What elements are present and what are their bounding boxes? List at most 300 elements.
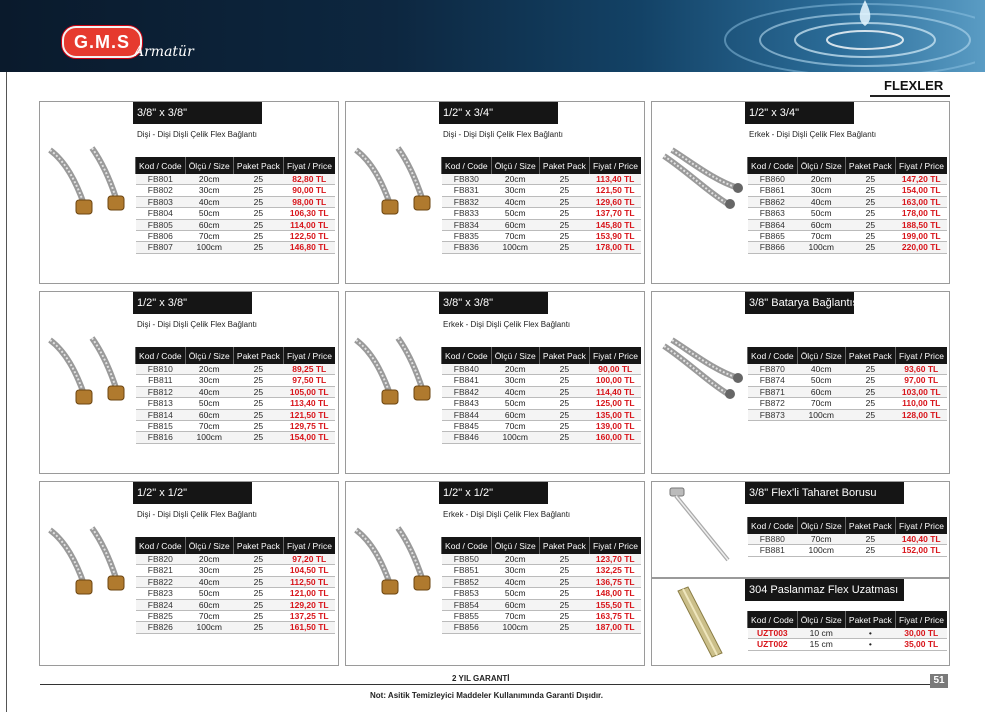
product-code: FB850 [442, 554, 492, 565]
column-header: Ölçü / Size [797, 347, 845, 364]
brand-logo [62, 26, 142, 58]
column-header: Ölçü / Size [185, 157, 233, 174]
pack-quantity: 25 [539, 196, 589, 207]
product-code: UZT003 [748, 628, 798, 639]
product-code: FB863 [748, 208, 798, 219]
product-price: 97,20 TL [283, 554, 335, 565]
pack-quantity: 25 [539, 364, 589, 375]
product-size: 20cm [185, 174, 233, 185]
table-row [442, 219, 642, 230]
column-header: Paket Pack [845, 517, 895, 534]
table-row [136, 208, 336, 219]
product-size: 100cm [491, 432, 539, 443]
table-row [442, 421, 642, 432]
product-section [39, 481, 339, 666]
product-price: 128,00 TL [895, 409, 947, 420]
product-price: 112,50 TL [283, 576, 335, 587]
product-code: FB851 [442, 565, 492, 576]
pack-quantity: 25 [233, 375, 283, 386]
product-code: FB803 [136, 196, 186, 207]
product-code: FB810 [136, 364, 186, 375]
pack-quantity: • [845, 628, 895, 639]
column-header: Ölçü / Size [491, 537, 539, 554]
pack-quantity: 25 [233, 576, 283, 587]
product-price: 114,40 TL [589, 386, 641, 397]
table-row [136, 565, 336, 576]
column-header: Kod / Code [136, 157, 186, 174]
product-code: FB834 [442, 219, 492, 230]
pack-quantity: 25 [845, 398, 895, 409]
product-price: 122,50 TL [283, 231, 335, 242]
product-section [651, 101, 950, 284]
column-header: Paket Pack [539, 157, 589, 174]
column-header: Ölçü / Size [797, 611, 845, 628]
product-price: 105,00 TL [283, 386, 335, 397]
product-price: 104,50 TL [283, 565, 335, 576]
product-price: 153,90 TL [589, 231, 641, 242]
price-table [747, 517, 947, 557]
product-code: FB820 [136, 554, 186, 565]
product-size: 70cm [185, 421, 233, 432]
product-code: FB802 [136, 185, 186, 196]
table-row [442, 174, 642, 185]
product-price: 103,00 TL [895, 386, 947, 397]
pack-quantity: 25 [539, 565, 589, 576]
table-row [442, 386, 642, 397]
table-row [136, 421, 336, 432]
product-size: 50cm [491, 398, 539, 409]
product-price: 93,60 TL [895, 364, 947, 375]
product-price: 125,00 TL [589, 398, 641, 409]
product-price: 178,00 TL [589, 242, 641, 253]
product-size: 30cm [185, 185, 233, 196]
product-code: FB841 [442, 375, 492, 386]
product-code: FB854 [442, 599, 492, 610]
page-margin-line [6, 72, 7, 712]
table-row [442, 364, 642, 375]
product-price: 97,50 TL [283, 375, 335, 386]
product-section [345, 101, 645, 284]
table-row [748, 364, 948, 375]
pack-quantity: 25 [539, 588, 589, 599]
pack-quantity: 25 [539, 576, 589, 587]
column-header: Ölçü / Size [185, 537, 233, 554]
product-image [658, 583, 744, 663]
pack-quantity: 25 [233, 231, 283, 242]
footer-note: Not: Asitik Temizleyici Maddeler Kullanımında Garanti Dışıdır. [370, 691, 603, 700]
section-title: 1/2" x 1/2" [439, 482, 548, 504]
product-price: 114,00 TL [283, 219, 335, 230]
product-code: FB852 [442, 576, 492, 587]
product-price: 154,00 TL [283, 432, 335, 443]
pack-quantity: 25 [539, 386, 589, 397]
table-row [442, 185, 642, 196]
column-header: Kod / Code [748, 347, 798, 364]
product-price: 97,00 TL [895, 375, 947, 386]
product-code: FB804 [136, 208, 186, 219]
product-code: FB846 [442, 432, 492, 443]
pack-quantity: 25 [233, 174, 283, 185]
table-row [442, 432, 642, 443]
product-size: 60cm [797, 386, 845, 397]
table-row [442, 622, 642, 633]
section-description: Dişi - Dişi Dişli Çelik Flex Bağlantı [137, 130, 258, 139]
pack-quantity: • [845, 639, 895, 650]
table-row [442, 576, 642, 587]
product-price: 220,00 TL [895, 242, 947, 253]
section-title: 3/8" Flex'li Taharet Borusu [745, 482, 904, 504]
product-size: 30cm [185, 565, 233, 576]
product-size: 70cm [491, 611, 539, 622]
pack-quantity: 25 [539, 554, 589, 565]
product-price: 113,40 TL [283, 398, 335, 409]
table-row [748, 375, 948, 386]
product-price: 100,00 TL [589, 375, 641, 386]
product-size: 40cm [491, 576, 539, 587]
product-price: 152,00 TL [895, 545, 947, 556]
product-price: 90,00 TL [283, 185, 335, 196]
product-size: 30cm [491, 375, 539, 386]
pack-quantity: 25 [539, 208, 589, 219]
pack-quantity: 25 [845, 375, 895, 386]
brand-subtitle: Armatür [134, 44, 194, 60]
product-price: 30,00 TL [895, 628, 947, 639]
pack-quantity: 25 [233, 409, 283, 420]
product-section [345, 481, 645, 666]
column-header: Kod / Code [442, 157, 492, 174]
pack-quantity: 25 [233, 599, 283, 610]
product-section [39, 101, 339, 284]
product-price: 155,50 TL [589, 599, 641, 610]
product-code: FB807 [136, 242, 186, 253]
product-code: FB845 [442, 421, 492, 432]
column-header: Fiyat / Price [589, 347, 641, 364]
product-size: 60cm [185, 599, 233, 610]
pack-quantity: 25 [539, 231, 589, 242]
product-size: 30cm [185, 375, 233, 386]
product-price: 98,00 TL [283, 196, 335, 207]
guarantee-label: 2 YIL GARANTİ [452, 674, 510, 683]
product-code: FB830 [442, 174, 492, 185]
product-code: FB832 [442, 196, 492, 207]
product-size: 40cm [185, 196, 233, 207]
product-code: FB843 [442, 398, 492, 409]
price-table [747, 157, 947, 254]
product-code: FB831 [442, 185, 492, 196]
product-size: 70cm [185, 611, 233, 622]
column-header: Fiyat / Price [283, 157, 335, 174]
column-header: Fiyat / Price [895, 611, 947, 628]
product-size: 100cm [491, 622, 539, 633]
product-size: 70cm [797, 398, 845, 409]
product-size: 60cm [491, 409, 539, 420]
pack-quantity: 25 [233, 421, 283, 432]
pack-quantity: 25 [539, 219, 589, 230]
column-header: Kod / Code [748, 611, 798, 628]
pack-quantity: 25 [539, 174, 589, 185]
product-price: 188,50 TL [895, 219, 947, 230]
pack-quantity: 25 [233, 364, 283, 375]
product-image [46, 522, 132, 602]
column-header: Fiyat / Price [283, 537, 335, 554]
table-row [748, 219, 948, 230]
column-header: Ölçü / Size [797, 517, 845, 534]
product-image [658, 142, 744, 222]
product-price: 199,00 TL [895, 231, 947, 242]
table-row [136, 554, 336, 565]
page-number: 51 [930, 674, 948, 688]
column-header: Ölçü / Size [185, 347, 233, 364]
table-row [748, 185, 948, 196]
column-header: Fiyat / Price [895, 347, 947, 364]
table-row [442, 375, 642, 386]
pack-quantity: 25 [233, 196, 283, 207]
price-table [747, 611, 947, 651]
pack-quantity: 25 [539, 409, 589, 420]
pack-quantity: 25 [233, 219, 283, 230]
table-row [442, 599, 642, 610]
table-row [136, 219, 336, 230]
table-row [136, 386, 336, 397]
pack-quantity: 25 [845, 409, 895, 420]
product-image [658, 486, 744, 566]
product-code: FB871 [748, 386, 798, 397]
product-price: 147,20 TL [895, 174, 947, 185]
product-price: 121,50 TL [589, 185, 641, 196]
product-price: 140,40 TL [895, 534, 947, 545]
product-code: FB814 [136, 409, 186, 420]
product-price: 106,30 TL [283, 208, 335, 219]
column-header: Paket Pack [845, 157, 895, 174]
product-code: FB853 [442, 588, 492, 599]
table-row [136, 599, 336, 610]
column-header: Fiyat / Price [895, 517, 947, 534]
product-price: 90,00 TL [589, 364, 641, 375]
footer-divider [40, 684, 945, 685]
product-code: FB811 [136, 375, 186, 386]
product-size: 40cm [797, 364, 845, 375]
product-price: 113,40 TL [589, 174, 641, 185]
product-image [46, 332, 132, 412]
column-header: Ölçü / Size [491, 347, 539, 364]
product-code: FB816 [136, 432, 186, 443]
product-price: 146,80 TL [283, 242, 335, 253]
table-row [748, 242, 948, 253]
table-row [442, 398, 642, 409]
price-table [135, 537, 335, 634]
column-header: Kod / Code [748, 517, 798, 534]
table-row [442, 231, 642, 242]
table-row [748, 231, 948, 242]
section-title: 3/8" x 3/8" [133, 102, 262, 124]
product-size: 20cm [185, 554, 233, 565]
product-size: 50cm [185, 588, 233, 599]
column-header: Paket Pack [539, 347, 589, 364]
product-code: FB860 [748, 174, 798, 185]
product-size: 15 cm [797, 639, 845, 650]
product-price: 136,75 TL [589, 576, 641, 587]
product-price: 178,00 TL [895, 208, 947, 219]
table-row [442, 565, 642, 576]
header-banner [0, 0, 985, 72]
section-title: 1/2" x 1/2" [133, 482, 252, 504]
table-row [136, 364, 336, 375]
product-code: FB856 [442, 622, 492, 633]
column-header: Fiyat / Price [589, 537, 641, 554]
section-description: Dişi - Dişi Dişli Çelik Flex Bağlantı [137, 510, 258, 519]
product-size: 30cm [797, 185, 845, 196]
product-size: 70cm [491, 231, 539, 242]
product-size: 100cm [185, 622, 233, 633]
table-row [748, 196, 948, 207]
table-row [136, 185, 336, 196]
product-price: 163,75 TL [589, 611, 641, 622]
pack-quantity: 25 [845, 196, 895, 207]
column-header: Kod / Code [136, 537, 186, 554]
column-header: Kod / Code [442, 537, 492, 554]
product-code: FB821 [136, 565, 186, 576]
product-price: 154,00 TL [895, 185, 947, 196]
product-price: 145,80 TL [589, 219, 641, 230]
product-size: 50cm [491, 208, 539, 219]
section-description: Dişi - Dişi Dişli Çelik Flex Bağlantı [137, 320, 258, 329]
table-row [136, 432, 336, 443]
pack-quantity: 25 [233, 208, 283, 219]
title-underline [870, 95, 950, 97]
product-image [352, 332, 438, 412]
product-price: 129,20 TL [283, 599, 335, 610]
price-table [441, 157, 641, 254]
product-price: 137,70 TL [589, 208, 641, 219]
section-title: 1/2" x 3/4" [745, 102, 854, 124]
pack-quantity: 25 [539, 611, 589, 622]
section-description: Dişi - Dişi Dişli Çelik Flex Bağlantı [443, 130, 564, 139]
price-table [747, 347, 947, 421]
table-row [136, 576, 336, 587]
product-code: FB865 [748, 231, 798, 242]
price-table [441, 347, 641, 444]
pack-quantity: 25 [539, 185, 589, 196]
product-price: 110,00 TL [895, 398, 947, 409]
product-size: 50cm [185, 398, 233, 409]
product-price: 163,00 TL [895, 196, 947, 207]
pack-quantity: 25 [233, 611, 283, 622]
table-row [442, 208, 642, 219]
table-row [136, 622, 336, 633]
section-description: Erkek - Dişi Dişli Çelik Flex Bağlantı [749, 130, 877, 139]
product-size: 70cm [797, 231, 845, 242]
product-size: 20cm [185, 364, 233, 375]
product-code: FB836 [442, 242, 492, 253]
product-section [651, 291, 950, 474]
column-header: Paket Pack [233, 157, 283, 174]
water-drop-illustration [675, 0, 975, 72]
pack-quantity: 25 [233, 185, 283, 196]
pack-quantity: 25 [233, 386, 283, 397]
pack-quantity: 25 [539, 242, 589, 253]
column-header: Paket Pack [233, 347, 283, 364]
product-code: FB801 [136, 174, 186, 185]
table-row [748, 545, 948, 556]
product-image [352, 142, 438, 222]
table-row [442, 554, 642, 565]
pack-quantity: 25 [233, 398, 283, 409]
product-code: FB870 [748, 364, 798, 375]
product-code: FB806 [136, 231, 186, 242]
table-row [748, 208, 948, 219]
product-price: 89,25 TL [283, 364, 335, 375]
pack-quantity: 25 [539, 421, 589, 432]
product-size: 70cm [491, 421, 539, 432]
product-price: 82,80 TL [283, 174, 335, 185]
product-price: 139,00 TL [589, 421, 641, 432]
product-code: FB813 [136, 398, 186, 409]
pack-quantity: 25 [539, 398, 589, 409]
table-row [442, 242, 642, 253]
pack-quantity: 25 [233, 432, 283, 443]
pack-quantity: 25 [539, 599, 589, 610]
product-size: 100cm [797, 545, 845, 556]
product-size: 20cm [491, 174, 539, 185]
product-size: 20cm [491, 364, 539, 375]
product-size: 100cm [797, 409, 845, 420]
product-code: FB835 [442, 231, 492, 242]
table-row [136, 196, 336, 207]
pack-quantity: 25 [845, 242, 895, 253]
product-code: FB824 [136, 599, 186, 610]
section-title: 304 Paslanmaz Flex Uzatması [745, 579, 904, 601]
pack-quantity: 25 [233, 242, 283, 253]
pack-quantity: 25 [233, 588, 283, 599]
product-code: FB862 [748, 196, 798, 207]
product-size: 100cm [185, 242, 233, 253]
product-code: FB842 [442, 386, 492, 397]
column-header: Paket Pack [845, 611, 895, 628]
table-row [748, 398, 948, 409]
column-header: Ölçü / Size [491, 157, 539, 174]
table-row [748, 639, 948, 650]
product-code: FB872 [748, 398, 798, 409]
table-row [748, 174, 948, 185]
product-size: 40cm [797, 196, 845, 207]
column-header: Paket Pack [233, 537, 283, 554]
section-title: 3/8" x 3/8" [439, 292, 548, 314]
product-price: 135,00 TL [589, 409, 641, 420]
table-row [136, 588, 336, 599]
table-row [442, 611, 642, 622]
column-header: Kod / Code [748, 157, 798, 174]
pack-quantity: 25 [845, 386, 895, 397]
pack-quantity: 25 [233, 622, 283, 633]
product-code: FB825 [136, 611, 186, 622]
product-size: 60cm [185, 219, 233, 230]
product-size: 60cm [491, 599, 539, 610]
product-code: FB826 [136, 622, 186, 633]
product-price: 123,70 TL [589, 554, 641, 565]
table-row [136, 231, 336, 242]
table-row [748, 534, 948, 545]
table-row [442, 588, 642, 599]
product-size: 100cm [491, 242, 539, 253]
product-size: 40cm [491, 196, 539, 207]
pack-quantity: 25 [845, 185, 895, 196]
product-size: 20cm [797, 174, 845, 185]
column-header: Kod / Code [442, 347, 492, 364]
product-code: FB844 [442, 409, 492, 420]
product-size: 70cm [797, 534, 845, 545]
pack-quantity: 25 [539, 375, 589, 386]
product-size: 10 cm [797, 628, 845, 639]
